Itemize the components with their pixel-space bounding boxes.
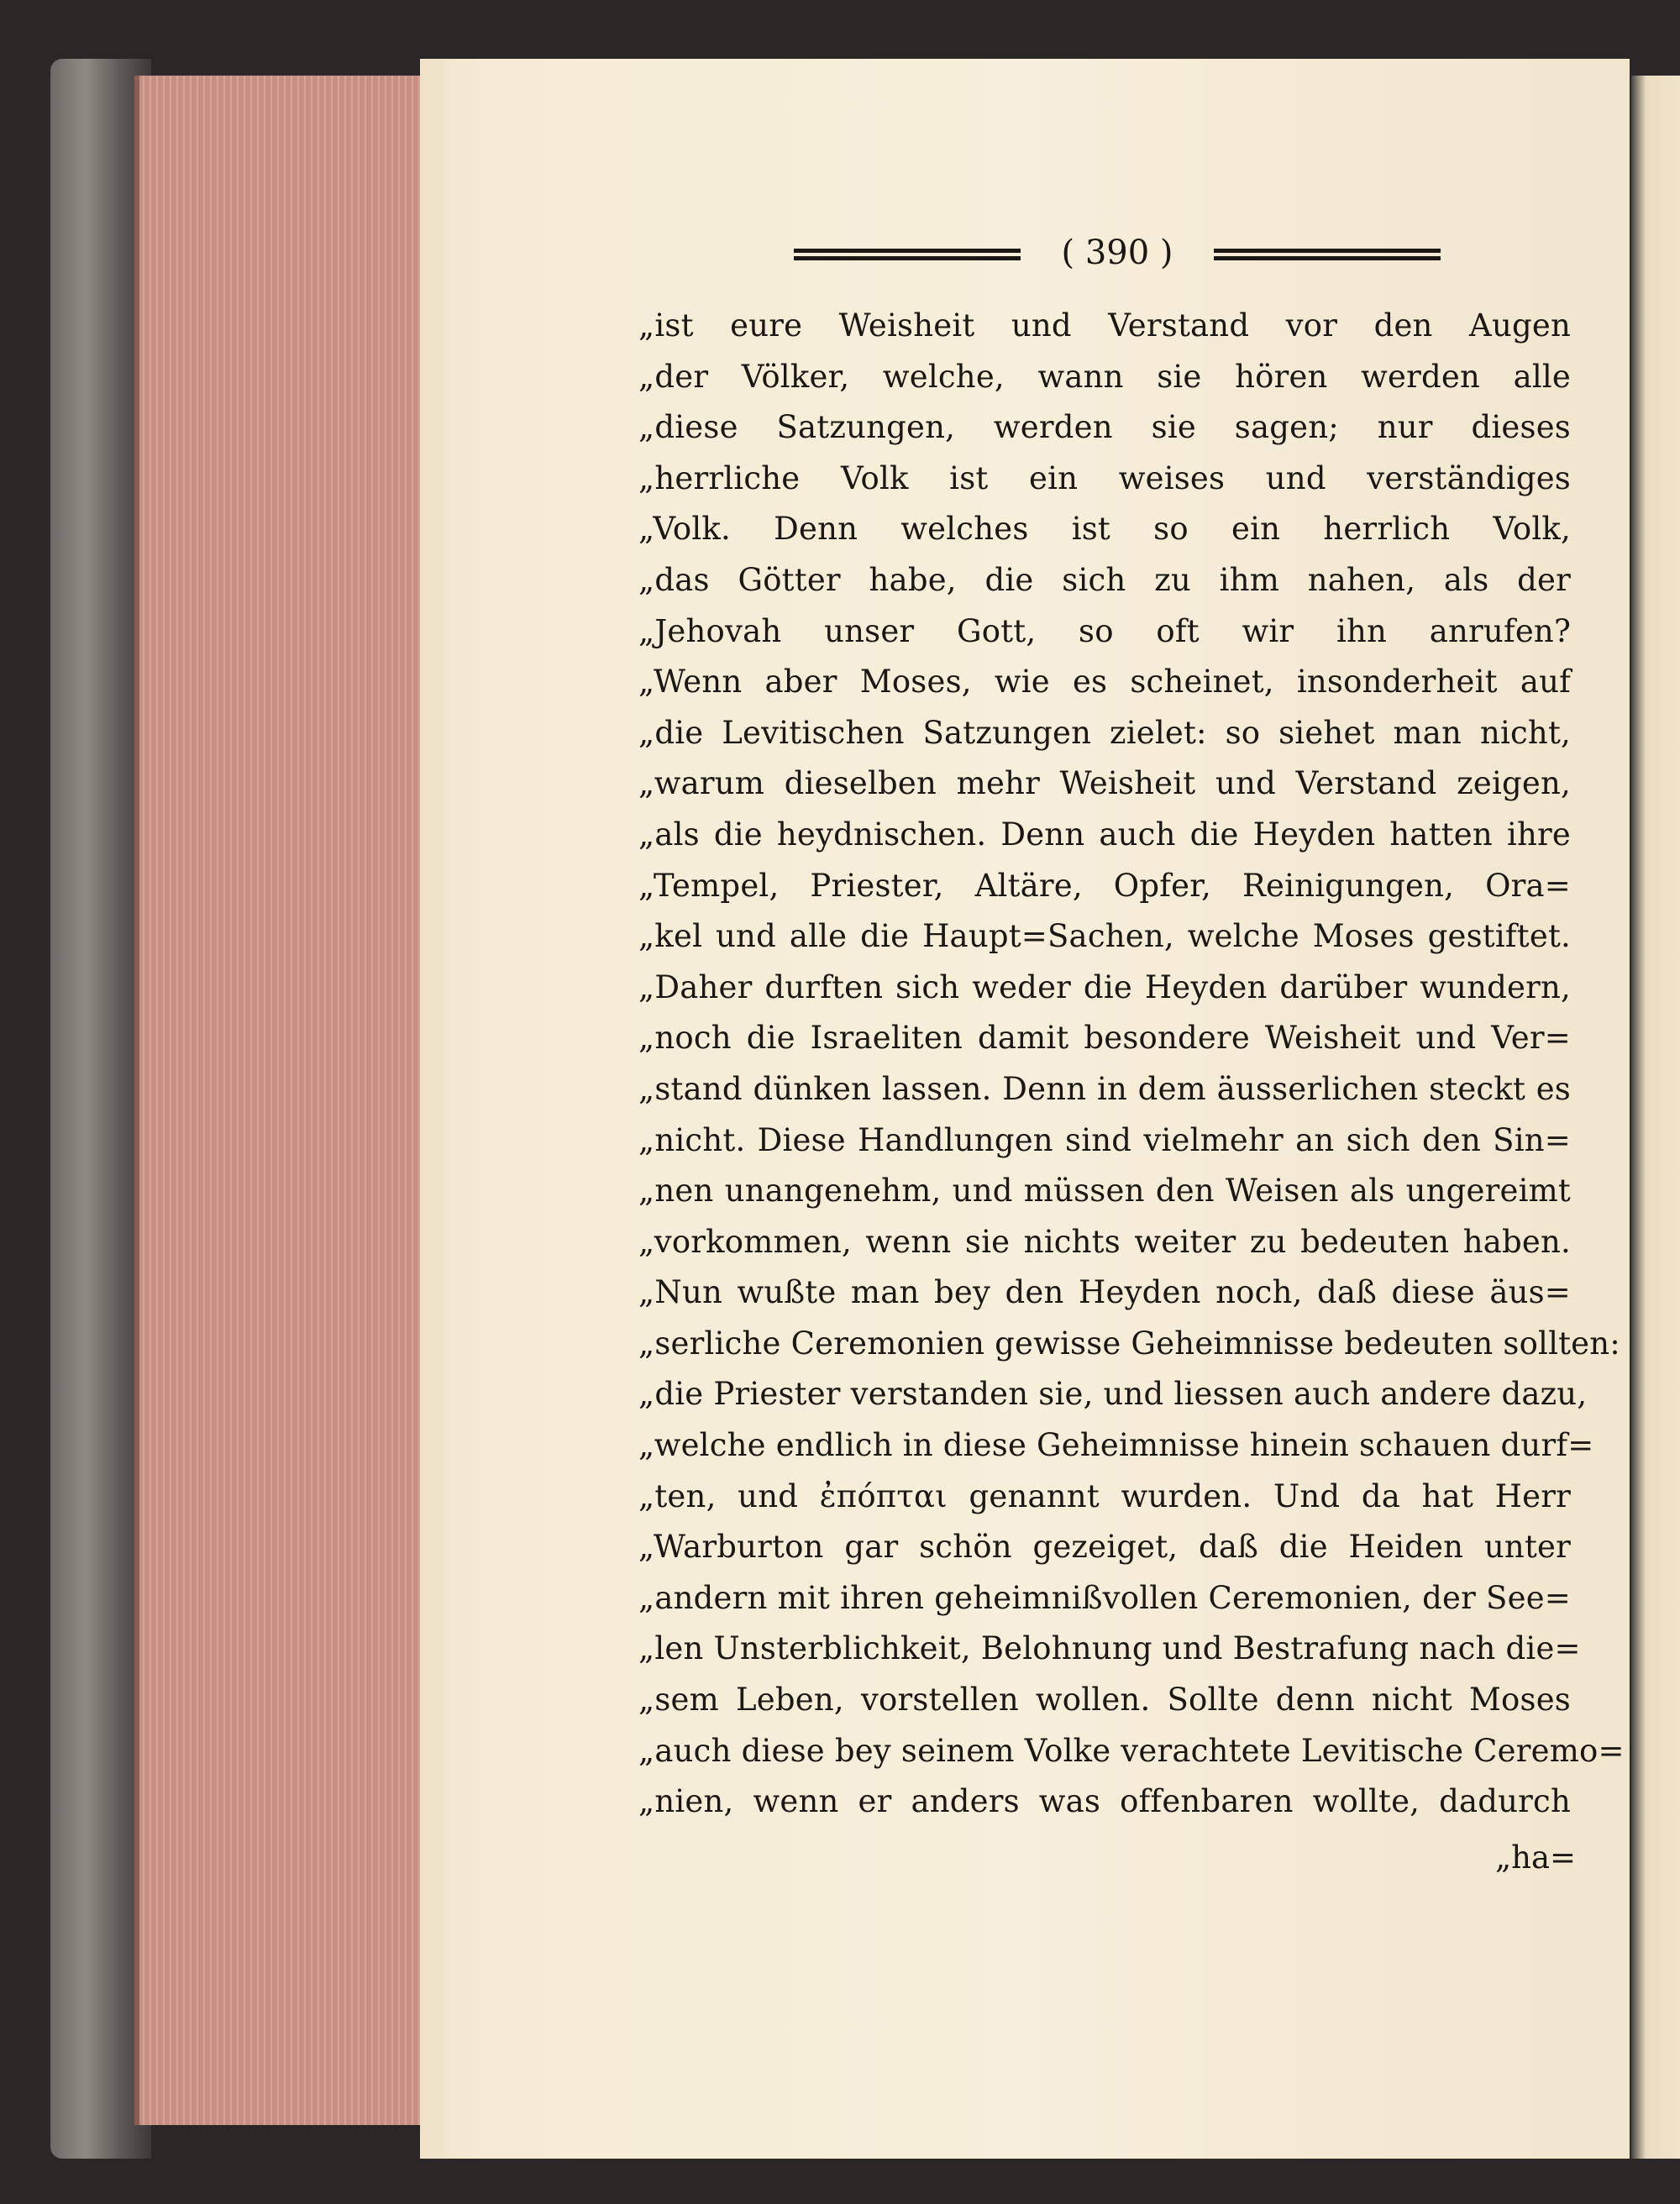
text-line: „sem Leben, vorstellen wollen. Sollte denn nicht Moses (638, 1682, 1571, 1719)
text-line: „auch diese bey seinem Volke verachtete Levitische Ceremo= (638, 1732, 1625, 1769)
text-line: „die Priester verstanden sie, und liessen auch andere dazu, (638, 1376, 1588, 1413)
text-line: „Jehovah unser Gott, so oft wir ihn anrufen? (638, 612, 1571, 649)
text-line: „len Unsterblichkeit, Belohnung und Bestrafung nach die= (638, 1630, 1581, 1667)
text-line: „kel und alle die Haupt=Sachen, welche Moses gestiftet. (638, 918, 1571, 955)
body-text (638, 301, 1625, 1828)
text-line: „Volk. Denn welches ist so ein herrlich Volk, (638, 511, 1571, 548)
text-line: „nicht. Diese Handlungen sind vielmehr an sich den Sin= (638, 1121, 1571, 1158)
page-number: ( 390 ) (1061, 234, 1173, 272)
text-line: „welche endlich in diese Geheimnisse hinein schauen durf= (638, 1427, 1594, 1464)
text-line: „als die heydnischen. Denn auch die Heyden hatten ihre (638, 816, 1571, 853)
text-line: „warum dieselben mehr Weisheit und Verstand zeigen, (638, 765, 1571, 802)
text-line: „andern mit ihren geheimnißvollen Ceremonien, der See= (638, 1579, 1571, 1616)
page-block-edge (134, 76, 429, 2125)
text-line: „herrliche Volk ist ein weises und verständiges (638, 459, 1571, 496)
header-rule-right (1214, 249, 1441, 262)
catchword: „ha= (1495, 1839, 1577, 1876)
header-rule-left (794, 249, 1021, 262)
text-line: „die Levitischen Satzungen zielet: so siehet man nicht, (638, 714, 1571, 751)
text-line: „ten, und ἐπόπται genannt wurden. Und da hat Herr (638, 1477, 1571, 1514)
text-line: „der Völker, welche, wann sie hören werden alle (638, 358, 1571, 395)
page-header (794, 234, 1441, 276)
text-line: „Tempel, Priester, Altäre, Opfer, Reinigungen, Ora= (638, 867, 1571, 904)
text-line: „Warburton gar schön gezeiget, daß die Heiden unter (638, 1529, 1571, 1566)
text-line: „noch die Israeliten damit besondere Weisheit und Ver= (638, 1020, 1571, 1057)
facing-page-edge (1631, 76, 1680, 2159)
text-line: „ist eure Weisheit und Verstand vor den Augen (638, 307, 1571, 344)
text-line: „stand dünken lassen. Denn in dem äusserlichen steckt es (638, 1070, 1571, 1107)
text-line: „das Götter habe, die sich zu ihm nahen, als der (638, 561, 1571, 598)
text-line: „Wenn aber Moses, wie es scheinet, insonderheit auf (638, 664, 1571, 701)
text-line: „vorkommen, wenn sie nichts weiter zu bedeuten haben. (638, 1223, 1571, 1260)
text-line: „nen unangenehm, und müssen den Weisen als ungereimt (638, 1173, 1571, 1210)
text-line: „diese Satzungen, werden sie sagen; nur dieses (638, 409, 1571, 446)
text-line: „serliche Ceremonien gewisse Geheimnisse bedeuten sollten: (638, 1325, 1620, 1362)
text-line: „nien, wenn er anders was offenbaren wollte, dadurch (638, 1783, 1571, 1820)
text-line: „Nun wußte man bey den Heyden noch, daß diese äus= (638, 1274, 1571, 1311)
text-line: „Daher durften sich weder die Heyden darüber wundern, (638, 968, 1571, 1005)
